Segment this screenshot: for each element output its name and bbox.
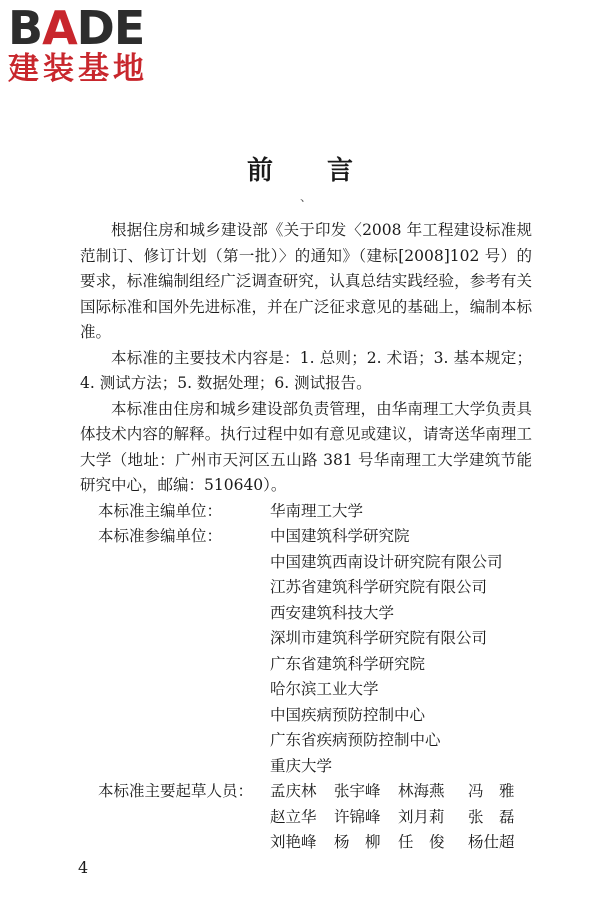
drafter-name: 杨 柳 bbox=[334, 833, 381, 851]
paragraph-management: 本标准由住房和城乡建设部负责管理，由华南理工大学负责具体技术内容的解释。执行过程中如有意见或建议，请寄送华南理工大学（地址：广州市天河区五山路 381 号华南理工大学建筑节能研究中心，邮编：510640）。 bbox=[80, 399, 532, 494]
drafter-name: 任 俊 bbox=[398, 833, 445, 851]
participants-list bbox=[270, 524, 532, 779]
participant-unit: 广东省建筑科学研究院 bbox=[270, 654, 426, 673]
drafter-name: 杨仕超 bbox=[468, 833, 515, 851]
participants-row bbox=[80, 524, 532, 779]
drafter-name: 刘艳峰 bbox=[270, 833, 317, 851]
drafter-name: 张宇峰 bbox=[334, 782, 381, 800]
page-title: 前言 bbox=[246, 156, 407, 186]
participant-unit: 中国疾病预防控制中心 bbox=[270, 705, 426, 724]
drafters-row bbox=[80, 779, 532, 856]
editor-value: 华南理工大学 bbox=[270, 501, 364, 520]
participant-unit: 深圳市建筑科学研究院有限公司 bbox=[270, 629, 488, 647]
drafters-label: 本标准主要起草人员： bbox=[98, 782, 254, 800]
editor-label: 本标准主编单位： bbox=[98, 501, 223, 520]
participant-unit: 中国建筑科学研究院 bbox=[270, 527, 410, 545]
page-number: 4 bbox=[78, 858, 89, 877]
drafter-name: 孟庆林 bbox=[270, 782, 317, 800]
logo-wordmark: BADE bbox=[8, 1, 145, 55]
drafter-name: 许锦峰 bbox=[334, 807, 381, 826]
stray-mark: 、 bbox=[300, 190, 313, 204]
participant-unit: 重庆大学 bbox=[270, 756, 333, 775]
preface-body bbox=[80, 218, 532, 856]
drafter-name: 林海燕 bbox=[398, 782, 445, 800]
participant-unit: 哈尔滨工业大学 bbox=[270, 680, 379, 698]
participants-label: 本标准参编单位： bbox=[98, 527, 223, 545]
drafter-name: 刘月莉 bbox=[398, 807, 445, 826]
participant-unit: 江苏省建筑科学研究院有限公司 bbox=[270, 578, 488, 596]
logo bbox=[8, 1, 183, 87]
paragraph-contents: 本标准的主要技术内容是：1. 总则；2. 术语；3. 基本规定；4. 测试方法；5. 数据处理；6. 测试报告。 bbox=[80, 348, 532, 392]
participant-unit: 中国建筑西南设计研究院有限公司 bbox=[270, 552, 503, 571]
participant-unit: 西安建筑科技大学 bbox=[270, 603, 395, 622]
drafters-names bbox=[270, 779, 532, 856]
paragraph-background: 根据住房和城乡建设部《关于印发〈2008 年工程建设标准规范制订、修订计划（第一批）〉的通知》（建标[2008]102 号）的要求，标准编制组经广泛调查研究，认真总结实践经验，参考有关国际标准和国外先进标准，并在广泛征求意见的基础上，编制本标准。 bbox=[80, 221, 532, 341]
logo-chinese: 建装基地 bbox=[8, 51, 148, 87]
editor-row bbox=[80, 499, 532, 525]
drafter-name: 赵立华 bbox=[270, 807, 317, 826]
participant-unit: 广东省疾病预防控制中心 bbox=[270, 731, 441, 749]
drafter-name: 冯 雅 bbox=[468, 782, 515, 800]
drafter-name: 张 磊 bbox=[468, 807, 515, 826]
